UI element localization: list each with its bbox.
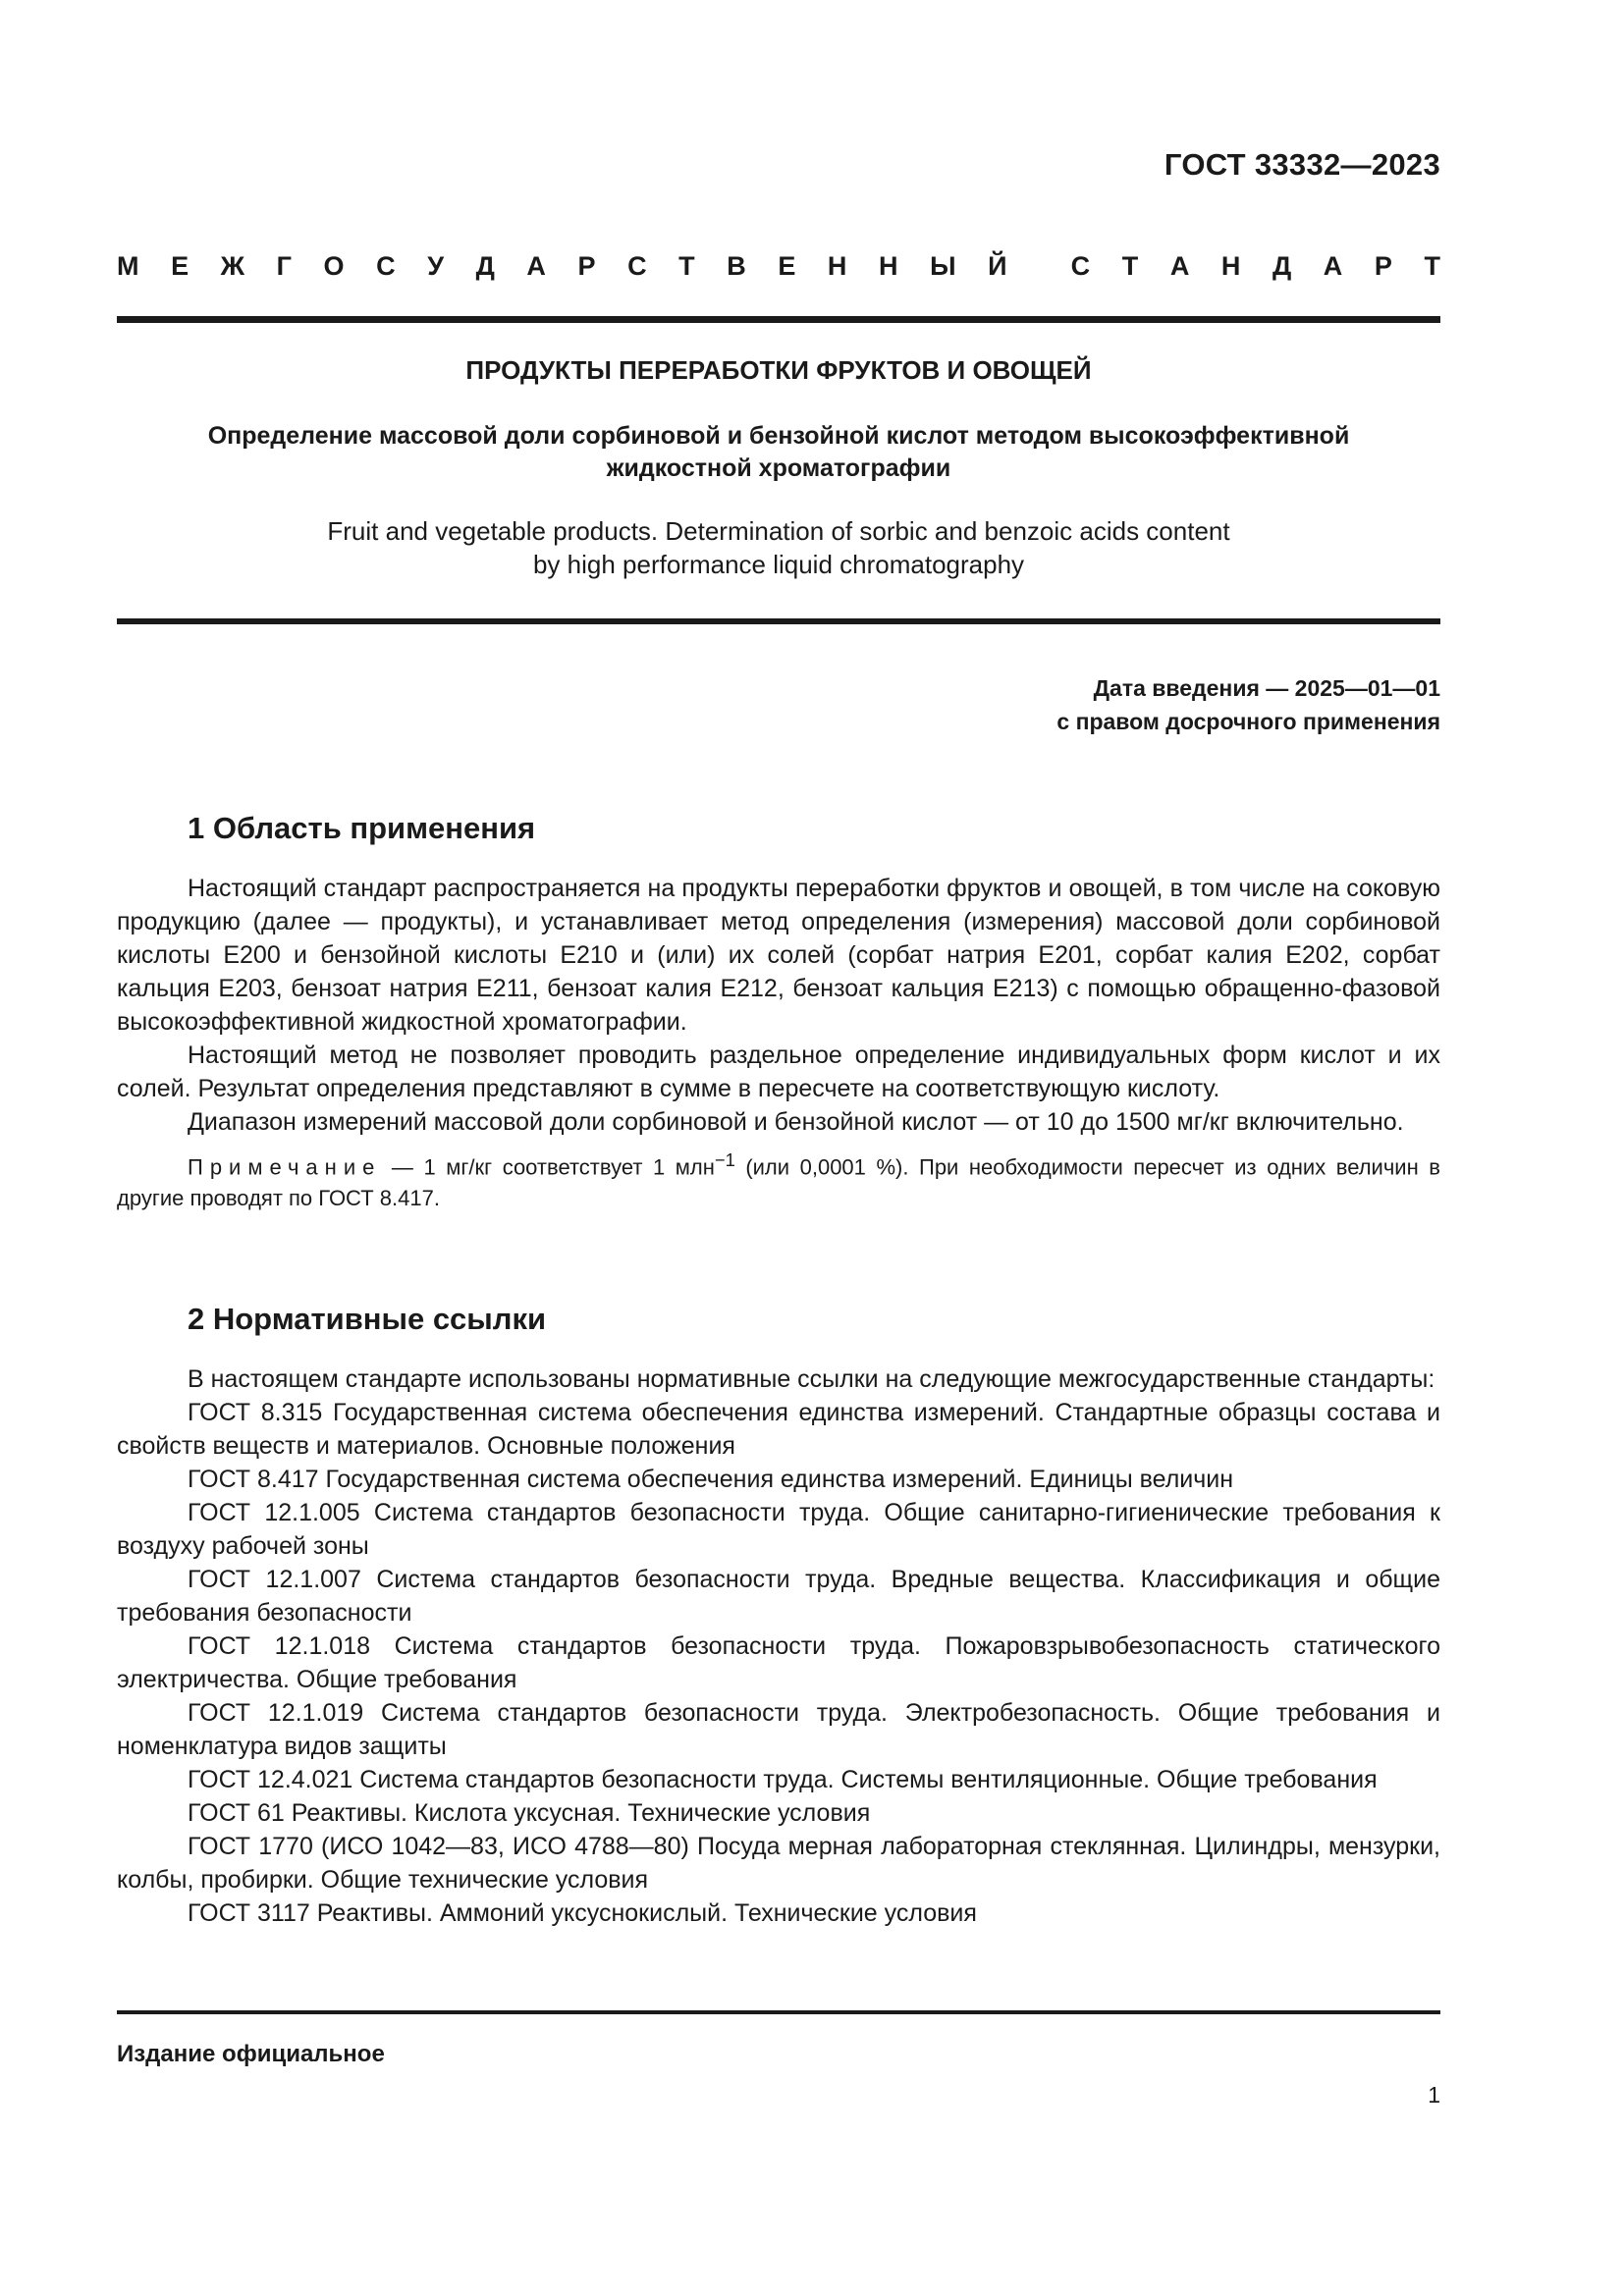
standard-kind-letter: Ы bbox=[930, 251, 956, 281]
standard-kind-letter: Н bbox=[827, 251, 847, 281]
footer-divider bbox=[117, 2010, 1440, 2014]
standard-kind-letter: В bbox=[727, 251, 746, 281]
paragraph: Настоящий стандарт распространяется на продукты переработки фруктов и овощей, в том числе на соковую продукцию (далее — продукты), и устанавливает метод определения (измерения) массовой доли сорбиновой кислоты Е200 и бензойной кислоты Е210 и (или) их солей (сорбат натрия Е201, сорбат калия Е202, сорбат кальция Е203, бензоат натрия Е211, бензоат калия Е212, бензоат кальция Е213) с помощью обращенно-фазовой высокоэффективной жидкостной хроматографии. bbox=[117, 875, 1440, 1036]
reference-item: ГОСТ 12.4.021 Система стандартов безопасности труда. Системы вентиляционные. Общие требования bbox=[188, 1766, 1378, 1793]
standard-kind-letter: С bbox=[376, 251, 396, 281]
reference-item: ГОСТ 8.315 Государственная система обеспечения единства измерений. Стандартные образцы состава и свойств веществ и материалов. Основные положения bbox=[117, 1399, 1440, 1460]
reference-item: ГОСТ 1770 (ИСО 1042—83, ИСО 4788—80) Посуда мерная лабораторная стеклянная. Цилиндры, мензурки, колбы, пробирки. Общие технические условия bbox=[117, 1833, 1440, 1894]
standard-kind-letter: А bbox=[1323, 251, 1343, 281]
section-body-scope bbox=[117, 872, 1440, 1214]
document-number: ГОСТ 33332—2023 bbox=[1164, 147, 1440, 182]
reference-item: ГОСТ 8.417 Государственная система обеспечения единства измерений. Единицы величин bbox=[188, 1466, 1234, 1493]
paragraph: В настоящем стандарте использованы нормативные ссылки на следующие межгосударственные стандарты: bbox=[188, 1365, 1435, 1393]
document-subtitle bbox=[117, 420, 1440, 485]
standard-kind-letter: Т bbox=[678, 251, 695, 281]
standard-kind-letter: Р bbox=[577, 251, 596, 281]
note bbox=[117, 1145, 1440, 1214]
reference-item: ГОСТ 12.1.018 Система стандартов безопасности труда. Пожаровзрывобезопасность статического электричества. Общие требования bbox=[117, 1632, 1440, 1693]
standard-kind-letter: Г bbox=[276, 251, 292, 281]
standard-kind-letter: Т bbox=[1424, 251, 1440, 281]
standard-kind-letter: Е bbox=[171, 251, 189, 281]
english-title-line: by high performance liquid chromatography bbox=[532, 550, 1025, 579]
standard-kind-letter: Д bbox=[475, 251, 495, 281]
section-heading-scope: 1 Область применения bbox=[188, 811, 536, 845]
standard-kind-letter: О bbox=[323, 251, 345, 281]
reference-item: ГОСТ 12.1.019 Система стандартов безопасности труда. Электробезопасность. Общие требования и номенклатура видов защиты bbox=[117, 1699, 1440, 1760]
standard-kind-letter: У bbox=[427, 251, 445, 281]
title-divider bbox=[117, 618, 1440, 624]
document-title: ПРОДУКТЫ ПЕРЕРАБОТКИ ФРУКТОВ И ОВОЩЕЙ bbox=[465, 355, 1092, 385]
standard-kind-letter: Н bbox=[879, 251, 898, 281]
introduction-date bbox=[1056, 671, 1440, 738]
section-heading-normative-references: 2 Нормативные ссылки bbox=[188, 1302, 547, 1336]
early-application-line: с правом досрочного применения bbox=[1056, 709, 1440, 734]
standard-kind-letter: Ж bbox=[220, 251, 245, 281]
paragraph: Настоящий метод не позволяет проводить раздельное определение индивидуальных форм кислот и их солей. Результат определения представляют в сумме в пересчете на соответствующую кислоту. bbox=[117, 1041, 1440, 1102]
subtitle-line: жидкостной хроматографии bbox=[606, 454, 951, 482]
reference-item: ГОСТ 3117 Реактивы. Аммоний уксуснокислый. Технические условия bbox=[188, 1899, 977, 1927]
reference-item: ГОСТ 12.1.005 Система стандартов безопасности труда. Общие санитарно-гигиенические требования к воздуху рабочей зоны bbox=[117, 1499, 1440, 1560]
reference-item: ГОСТ 12.1.007 Система стандартов безопасности труда. Вредные вещества. Классификация и общие требования безопасности bbox=[117, 1566, 1440, 1627]
standard-kind-letter: Е bbox=[778, 251, 796, 281]
standard-kind-letter: Д bbox=[1272, 251, 1292, 281]
page-number: 1 bbox=[1428, 2082, 1440, 2108]
standard-kind-letter: С bbox=[1070, 251, 1091, 281]
note-superscript: −1 bbox=[714, 1149, 735, 1170]
note-text: (или 0,0001 %). При необходимости пересчет из одних величин в другие проводят по ГОСТ 8.417. bbox=[117, 1154, 1440, 1211]
official-edition-label: Издание официальное bbox=[117, 2041, 385, 2067]
note-text: — 1 мг/кг соответствует 1 млн bbox=[381, 1154, 715, 1180]
standard-kind-letter: Й bbox=[988, 251, 1007, 281]
section-body-normative-references bbox=[117, 1362, 1440, 1930]
subtitle-line: Определение массовой доли сорбиновой и бензойной кислот методом высокоэффективной bbox=[207, 422, 1350, 450]
standard-kind-letter: С bbox=[627, 251, 647, 281]
standard-kind-letter: Р bbox=[1374, 251, 1392, 281]
standard-kind-heading bbox=[117, 251, 1440, 282]
standard-kind-letter: А bbox=[1169, 251, 1190, 281]
english-title-line: Fruit and vegetable products. Determination of sorbic and benzoic acids content bbox=[327, 516, 1230, 546]
standard-kind-letter: Т bbox=[1121, 251, 1139, 281]
note-label: Примечание bbox=[188, 1154, 382, 1180]
standard-kind-letter: А bbox=[526, 251, 546, 281]
standard-kind-letter: Н bbox=[1220, 251, 1241, 281]
top-divider bbox=[117, 316, 1440, 323]
introduction-date-line: Дата введения — 2025—01—01 bbox=[1093, 675, 1440, 701]
reference-item: ГОСТ 61 Реактивы. Кислота уксусная. Технические условия bbox=[188, 1799, 871, 1827]
english-title bbox=[117, 514, 1440, 581]
standard-kind-letter: М bbox=[117, 251, 139, 281]
paragraph: Диапазон измерений массовой доли сорбиновой и бензойной кислот — от 10 до 1500 мг/кг включительно. bbox=[188, 1108, 1404, 1136]
